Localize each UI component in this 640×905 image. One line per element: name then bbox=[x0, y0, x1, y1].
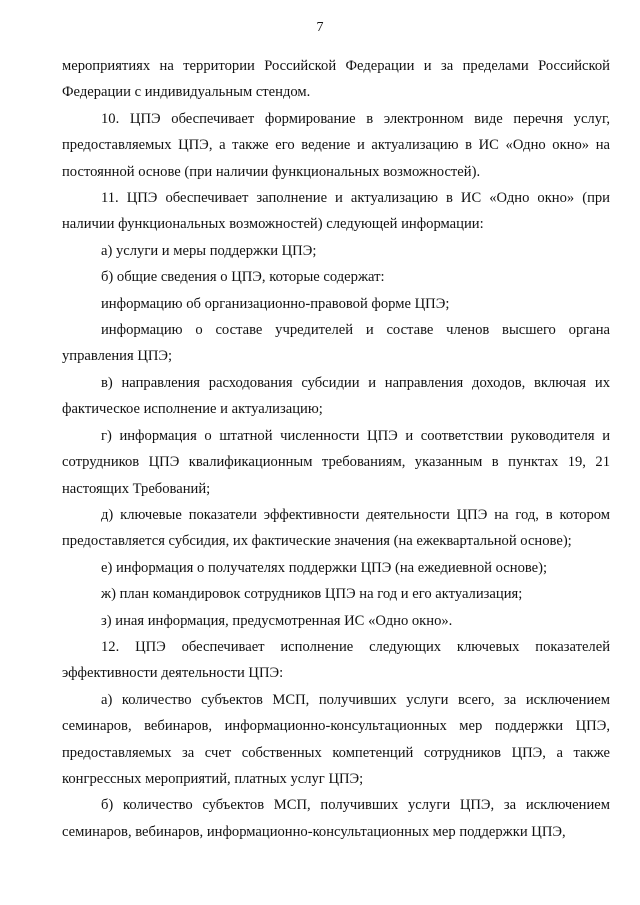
list-item-zh: ж) план командировок сотрудников ЦПЭ на год и его актуализация; bbox=[101, 586, 523, 603]
list-item-g: г) информация о штатной численности ЦПЭ и соответствии руководителя и сотрудников ЦПЭ квалификационным требованиям, указанным в пунктах 19, 21 настоящих Требований; bbox=[62, 427, 610, 497]
document-body bbox=[62, 53, 610, 845]
kpi-item-a: а) количество субъектов МСП, получивших услуги всего, за исключением семинаров, вебинаров, информационно-консультационных мер поддержки ЦПЭ, предоставляемых за счет собственных компетенций сотрудников ЦПЭ, а также конгрессных мероприятий, платных услуг ЦПЭ; bbox=[62, 691, 610, 787]
page-number: 7 bbox=[316, 20, 324, 35]
paragraph-item-11: 11. ЦПЭ обеспечивает заполнение и актуализацию в ИС «Одно окно» (при наличии функциональных возможностей) следующей информации: bbox=[62, 190, 610, 233]
list-item-z: з) иная информация, предусмотренная ИС «Одно окно». bbox=[101, 612, 453, 629]
kpi-item-b: б) количество субъектов МСП, получивших услуги ЦПЭ, за исключением семинаров, вебинаров, информационно-консультационных мер поддержки ЦПЭ, bbox=[62, 797, 610, 840]
list-item-d: д) ключевые показатели эффективности деятельности ЦПЭ на год, в котором предоставляется субсидия, их фактические значения (на ежеквартальной основе); bbox=[62, 506, 610, 550]
list-subitem-founders: информацию о составе учредителей и составе членов высшего органа управления ЦПЭ; bbox=[62, 322, 610, 365]
paragraph-item-10: 10. ЦПЭ обеспечивает формирование в электронном виде перечня услуг, предоставляемых ЦПЭ, а также его ведение и актуализацию в ИС «Одно окно» на постоянной основе (при наличии функциональных возможностей). bbox=[62, 110, 610, 180]
list-item-b: б) общие сведения о ЦПЭ, которые содержат: bbox=[101, 269, 385, 286]
list-item-a: а) услуги и меры поддержки ЦПЭ; bbox=[101, 242, 317, 259]
list-item-v: в) направления расходования субсидии и направления доходов, включая их фактическое исполнение и актуализацию; bbox=[62, 374, 610, 418]
paragraph-item-12: 12. ЦПЭ обеспечивает исполнение следующих ключевых показателей эффективности деятельности ЦПЭ: bbox=[62, 638, 610, 682]
list-subitem-legal-form: информацию об организационно-правовой форме ЦПЭ; bbox=[101, 295, 450, 312]
list-item-e: е) информация о получателях поддержки ЦПЭ (на ежедиевной основе); bbox=[101, 559, 548, 576]
paragraph-continuation: мероприятиях на территории Российской Федерации и за пределами Российской Федерации с индивидуальным стендом. bbox=[62, 58, 610, 101]
